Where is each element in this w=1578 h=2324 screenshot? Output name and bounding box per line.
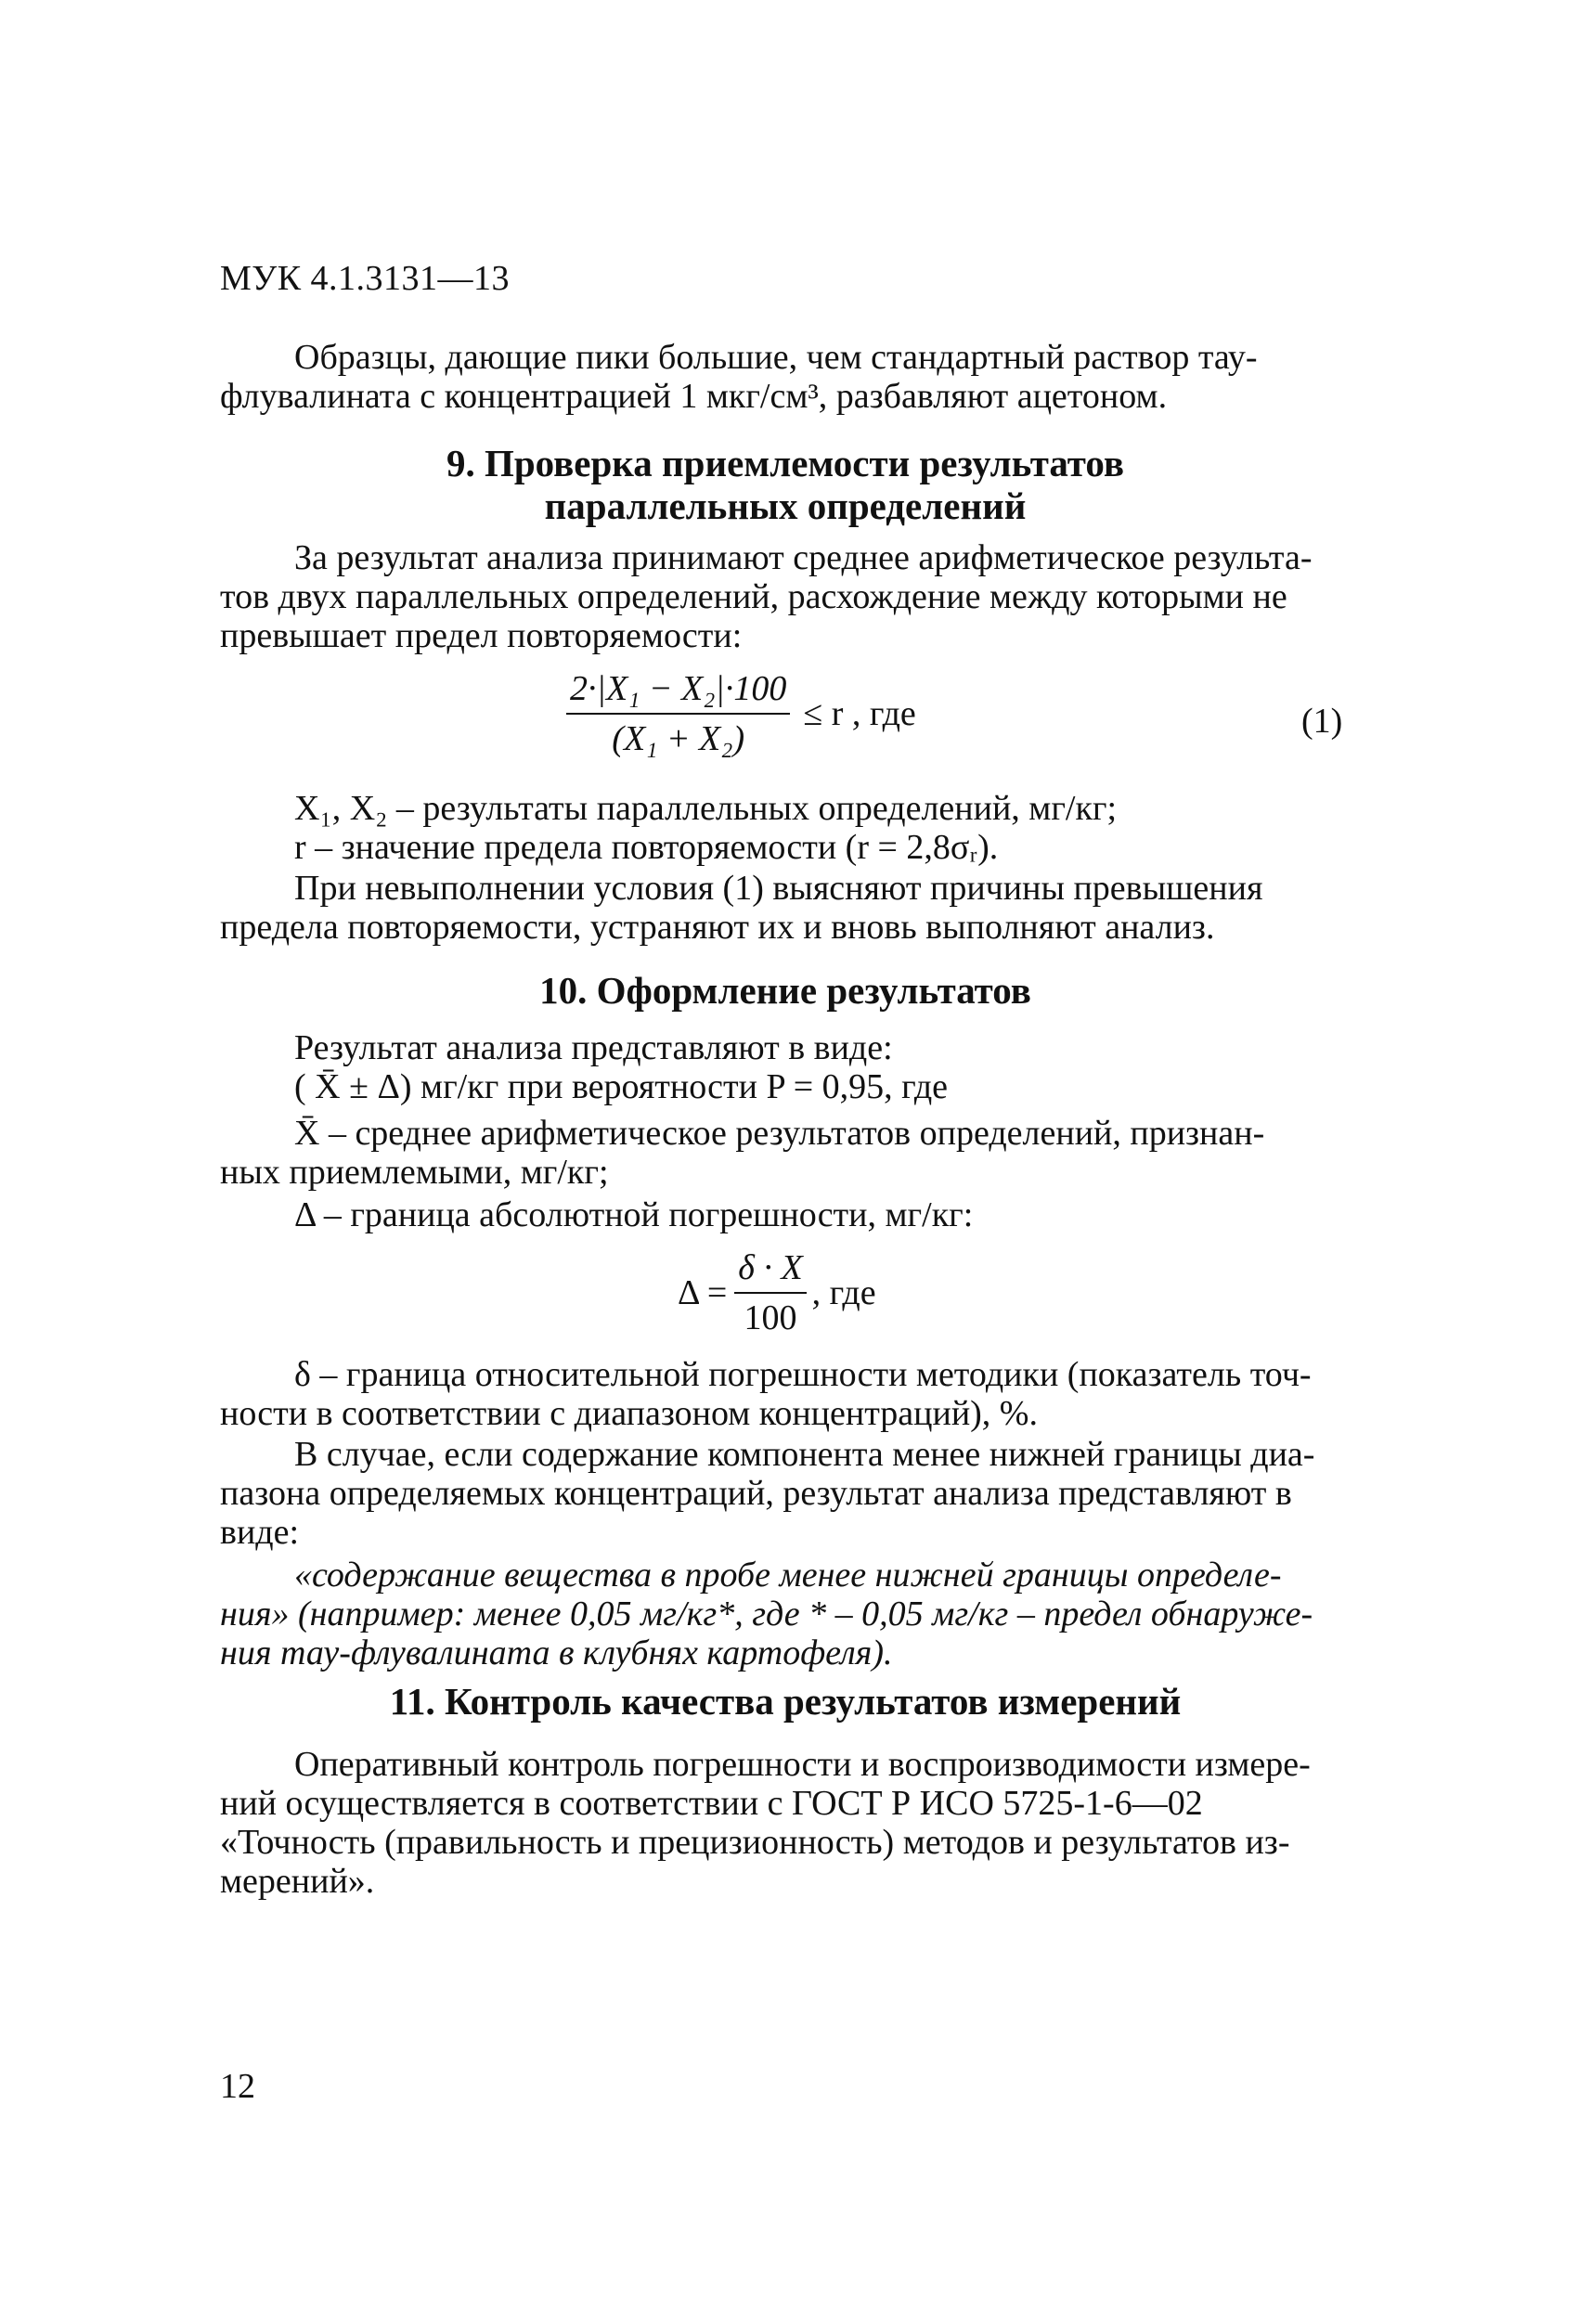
section-9-paragraph	[220, 538, 1351, 655]
section-9-paragraph-2	[220, 869, 1351, 947]
text-line: При невыполнении условия (1) выясняют причины превышения	[294, 869, 1263, 908]
text-line: δ – граница относительной погрешности методики (показатель точ-	[294, 1355, 1312, 1394]
formula-numerator: 2·|X₁ − X₂|·100	[566, 668, 790, 715]
text-line: В случае, если содержание компонента менее нижней границы диа-	[294, 1435, 1315, 1474]
text-line: Результат анализа представляют в виде:	[294, 1028, 893, 1067]
formula-tail: , где	[811, 1273, 876, 1312]
document-code-header: МУК 4.1.3131—13	[220, 259, 511, 298]
heading-line: параллельных определений	[544, 484, 1027, 527]
equation-number: (1)	[1301, 702, 1343, 741]
formula-denominator: 100	[744, 1298, 797, 1337]
text-line: Оперативный контроль погрешности и воспроизводимости измере-	[294, 1745, 1311, 1784]
text-line: «содержание вещества в пробе менее нижней границы определе-	[294, 1556, 1282, 1595]
text-line: Образцы, дающие пики большие, чем стандартный раствор тау-	[294, 338, 1258, 377]
formula-left: Δ =	[678, 1273, 728, 1312]
definition-line: X₁, X₂ – результаты параллельных определений, мг/кг;	[294, 789, 1118, 828]
delta-definition	[220, 1195, 1351, 1234]
delta-formula	[678, 1247, 876, 1338]
text-line: X̄ – среднее арифметическое результатов определений, признан-	[294, 1114, 1265, 1153]
section-10-lines	[220, 1028, 1351, 1106]
formula-fraction	[566, 668, 790, 759]
text-line: ний осуществляется в соответствии с ГОСТ Р ИСО 5725-1-6—02	[220, 1784, 1203, 1823]
section-9-heading	[220, 442, 1351, 527]
text-line: «Точность (правильность и прецизионность) методов и результатов из-	[220, 1823, 1290, 1862]
formula-condition: ≤ r , где	[803, 694, 916, 733]
text-line: ( X̄ ± Δ) мг/кг при вероятности P = 0,95, где	[294, 1067, 949, 1106]
text-line: Δ – граница абсолютной погрешности, мг/кг:	[294, 1195, 974, 1234]
section-11-paragraph	[220, 1745, 1351, 1901]
section-11-heading: 11. Контроль качества результатов измерений	[389, 1680, 1182, 1723]
text-line: превышает предел повторяемости:	[220, 616, 743, 655]
formula-numerator: δ · X	[734, 1247, 806, 1294]
repeatability-formula	[566, 668, 916, 759]
formula-denominator: (X₁ + X₂)	[612, 719, 745, 758]
relative-error-definition	[220, 1355, 1351, 1433]
text-line: ния» (например: менее 0,05 мг/кг*, где * – 0,05 мг/кг – предел обнаруже-	[220, 1595, 1313, 1633]
text-line: виде:	[220, 1513, 300, 1552]
xbar-definition	[220, 1114, 1351, 1192]
text-line: За результат анализа принимают среднее арифметическое результа-	[294, 538, 1313, 577]
section-9-definitions	[220, 789, 1351, 867]
italic-example-paragraph	[220, 1556, 1351, 1672]
intro-paragraph	[220, 338, 1351, 416]
text-line: флувалината с концентрацией 1 мкг/см³, разбавляют ацетоном.	[220, 377, 1168, 416]
text-line: пазона определяемых концентраций, результат анализа представляют в	[220, 1474, 1292, 1513]
below-range-paragraph	[220, 1435, 1351, 1552]
text-line: ния тау-флувалината в клубнях картофеля).	[220, 1633, 893, 1672]
text-line: ности в соответствии с диапазоном концентраций), %.	[220, 1394, 1038, 1433]
text-line: тов двух параллельных определений, расхождение между которыми не	[220, 577, 1287, 616]
text-line: предела повторяемости, устраняют их и вновь выполняют анализ.	[220, 908, 1215, 947]
section-10-heading: 10. Оформление результатов	[539, 969, 1031, 1012]
text-line: ных приемлемыми, мг/кг;	[220, 1153, 609, 1192]
page-number: 12	[220, 2067, 255, 2106]
definition-line: r – значение предела повторяемости (r = 2,8σᵣ).	[294, 828, 999, 867]
text-line: мерений».	[220, 1862, 375, 1901]
heading-line: 9. Проверка приемлемости результатов	[446, 442, 1125, 484]
formula-fraction	[734, 1247, 806, 1338]
